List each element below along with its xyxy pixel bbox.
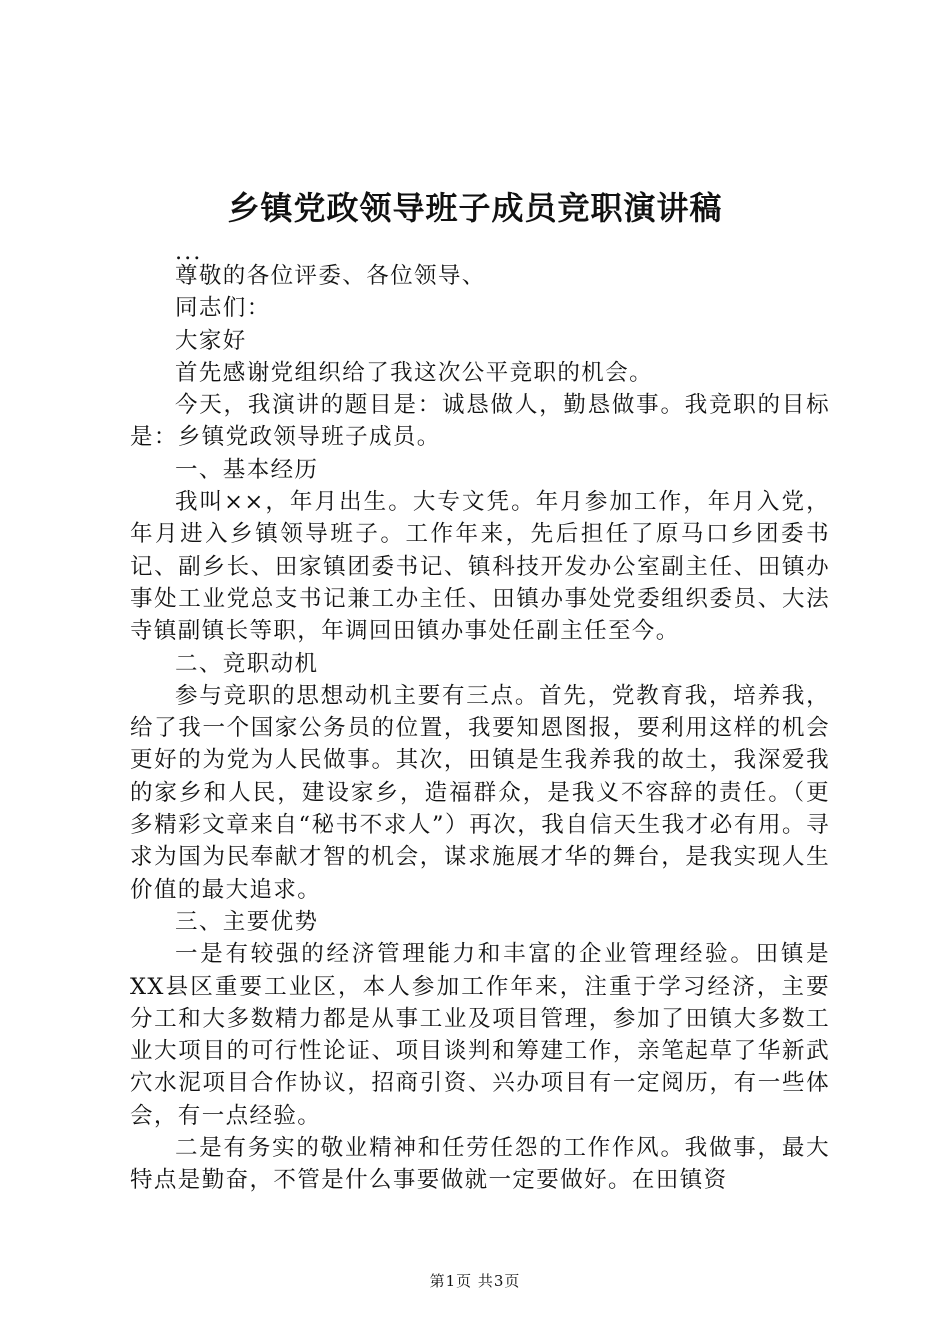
document-body bbox=[130, 239, 830, 1197]
section-heading: 三、主要优势 bbox=[175, 908, 319, 935]
salutation-line: 同志们： bbox=[175, 295, 271, 322]
greeting-line: 大家好 bbox=[175, 327, 247, 354]
document-title: 乡镇党政领导班子成员竞职演讲稿 bbox=[227, 189, 723, 227]
section-heading: 二、竞职动机 bbox=[175, 650, 319, 677]
paragraph: 今天，我演讲的题目是：诚恳做人，勤恳做事。我竞职的目标是：乡镇党政领导班子成员。 bbox=[130, 392, 830, 451]
paragraph: 二是有务实的敬业精神和任劳任怨的工作作风。我做事，最大特点是勤奋，不管是什么事要做就一定要做好。在田镇资 bbox=[130, 1135, 830, 1194]
paragraph: 首先感谢党组织给了我这次公平竞职的机会。 bbox=[175, 359, 654, 386]
page-footer: 第1页 共3页 bbox=[429, 1272, 521, 1290]
paragraph: 一是有较强的经济管理能力和丰富的企业管理经验。田镇是XX县区重要工业区，本人参加工作年来，注重于学习经济，主要分工和大多数精力都是从事工业及项目管理，参加了田镇大多数工业大项目的可行性论证、项目谈判和筹建工作，亲笔起草了华新武穴水泥项目合作协议，招商引资、兴办项目有一定阅历，有一些体会，有一点经验。 bbox=[130, 941, 830, 1129]
paragraph: 我叫××，年月出生。大专文凭。年月参加工作，年月入党，年月进入乡镇领导班子。工作年来，先后担任了原马口乡团委书记、副乡长、田家镇团委书记、镇科技开发办公室副主任、田镇办事处工业党总支书记兼工办主任、田镇办事处党委组织委员、大法寺镇副镇长等职，年调回田镇办事处任副主任至今。 bbox=[130, 489, 830, 645]
paragraph: 参与竞职的思想动机主要有三点。首先，党教育我，培养我，给了我一个国家公务员的位置，我要知恩图报，要利用这样的机会更好的为党为人民做事。其次，田镇是生我养我的故土，我深爱我的家乡和人民，建设家乡，造福群众，是我义不容辞的责任。（更多精彩文章来自“秘书不求人”）再次，我自信天生我才必有用。寻求为国为民奉献才智的机会，谋求施展才华的舞台，是我实现人生价值的最大追求。 bbox=[130, 682, 830, 903]
ellipsis-line: ... bbox=[175, 239, 203, 265]
salutation-line: 尊敬的各位评委、各位领导、 bbox=[175, 263, 486, 289]
section-heading: 一、基本经历 bbox=[175, 456, 319, 483]
